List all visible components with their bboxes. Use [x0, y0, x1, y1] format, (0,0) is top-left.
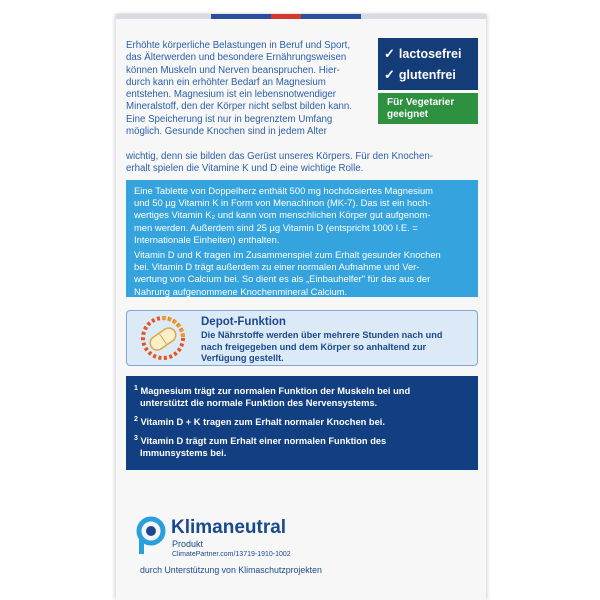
depot-line: nach freigegeben und dem Körper so anhaltend zur	[201, 341, 427, 352]
footnote-1	[134, 383, 470, 410]
depot-function-box	[126, 310, 478, 366]
footnote-number: 3	[134, 435, 138, 442]
intro-line: erhalt spielen die Vitamine K und D eine wichtige Rolle.	[126, 163, 364, 175]
climate-neutral-product: Produkt	[172, 539, 204, 549]
footnote-line: unterstützt die normale Funktion des Nervensystems.	[140, 397, 378, 408]
intro-line: Mineralstoff, den der Körper nicht selbst bilden kann.	[126, 101, 352, 113]
gluten-text: glutenfrei	[398, 68, 456, 82]
intro-line: das Älterwerden und besondere Ernährungsweisen	[126, 52, 347, 64]
info-paragraph-1	[134, 185, 472, 246]
intro-line: Eine Speicherung ist nur in begrenztem Umfang	[126, 113, 333, 125]
footnote-number: 2	[134, 416, 138, 423]
info-line: wertiges Vitamin K₂ und kann vom menschlichen Körper gut aufgenom-	[134, 209, 431, 221]
intro-text	[126, 40, 374, 138]
intro-line: können Muskeln und Nerven beanspruchen. Hier-	[126, 64, 340, 76]
intro-line: möglich. Gesunde Knochen sind in jedem Alter	[126, 126, 327, 138]
depot-tablet-icon	[133, 315, 193, 361]
intro-line: wichtig, denn sie bilden das Gerüst unseres Körpers. Für den Knochen-	[126, 151, 433, 162]
intro-line: entstehen. Magnesium ist ein lebensnotwendiger	[126, 89, 337, 101]
gluten-free-label	[384, 67, 456, 83]
info-line: Nahrung aufgenommene Knochenmineral Calcium.	[134, 285, 348, 297]
package-back	[116, 14, 486, 600]
climate-partner-logo-icon	[136, 516, 166, 556]
depot-line: Die Nährstoffe werden über mehrere Stunden nach und	[201, 330, 443, 340]
package-top-edge	[116, 14, 486, 19]
climate-partner-url: ClimatePartner.com/13719-1910-1002	[172, 551, 291, 558]
footnote-line: Magnesium trägt zur normalen Funktion der Muskeln bei und	[140, 386, 411, 397]
info-line: bei. Vitamin D trägt außerdem zu einer normalen Aufnahme und Ver-	[134, 261, 420, 273]
footnote-line: Vitamin D trägt zum Erhalt einer normalen Funktion des	[140, 436, 387, 447]
product-info-panel	[126, 180, 478, 297]
info-line: Vitamin D und K tragen im Zusammenspiel zum Erhalt gesunder Knochen	[134, 249, 441, 260]
intro-line: durch kann ein erhöhter Bedarf an Magnesium	[126, 76, 326, 88]
intro-line: Erhöhte körperliche Belastungen in Beruf und Sport,	[126, 40, 351, 51]
info-line: wertung von Calcium bei. So dient es als „Einbauhelfer" für das aus der	[134, 273, 431, 285]
depot-description	[201, 330, 473, 365]
info-line: Eine Tablette von Doppelherz enthält 500 mg hochdosiertes Magnesium	[134, 185, 433, 196]
depot-line: Verfügung gestellt.	[201, 353, 284, 364]
footnote-line: Immunsystems bei.	[140, 447, 227, 458]
lactose-text: lactosefrei	[398, 47, 462, 61]
allergen-badge	[378, 38, 478, 90]
climate-neutral-title: Klimaneutral	[171, 517, 287, 538]
footnote-number: 1	[134, 385, 138, 392]
vegetarian-badge	[378, 93, 478, 124]
climate-support-text: durch Unterstützung von Klimaschutzprojekten	[140, 565, 322, 575]
check-icon: ✓	[384, 46, 395, 61]
info-line: und 50 µg Vitamin K in Form von Menachinon (MK-7). Das ist ein hoch-	[134, 197, 431, 209]
health-claims-panel	[126, 376, 478, 470]
vegetarian-text: Für Vegetarier geeignet	[387, 97, 455, 120]
lactose-free-label	[384, 46, 461, 62]
footnote-3	[134, 433, 470, 460]
info-line: men werden. Außerdem sind 25 µg Vitamin D (entspricht 1000 I.E. =	[134, 221, 418, 233]
footnote-2	[134, 414, 470, 429]
footnote-line: Vitamin D + K tragen zum Erhalt normaler Knochen bei.	[140, 417, 385, 428]
intro-text-continued	[126, 151, 478, 176]
check-icon: ✓	[384, 67, 395, 82]
depot-title: Depot-Funktion	[201, 316, 286, 328]
info-line: Internationale Einheiten) enthalten.	[134, 233, 280, 245]
info-paragraph-2	[134, 249, 472, 298]
